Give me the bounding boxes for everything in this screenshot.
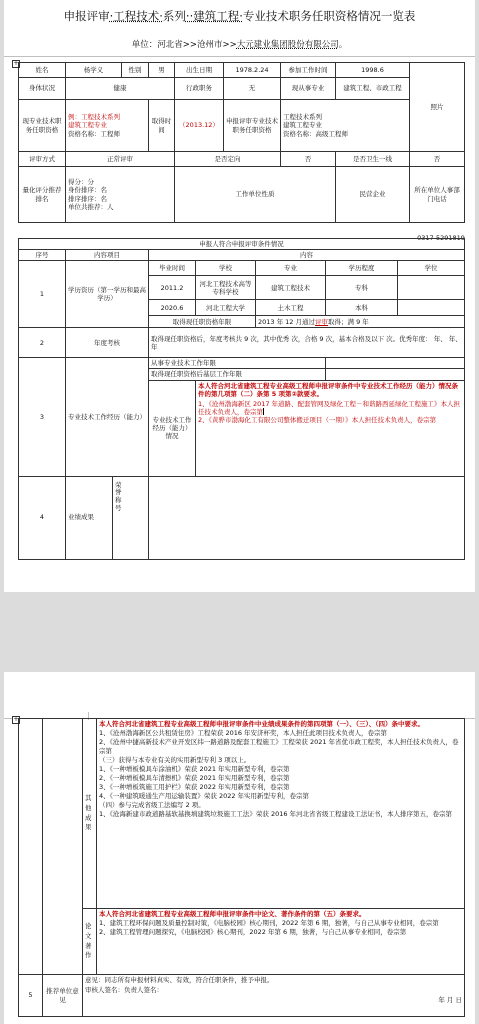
current-qualification[interactable]: 例：工程技术系列 建筑工程专业 资格名称：工程师 [66, 100, 149, 152]
unit-line: 单位：河北省>>沧州市>>大元建业集团股份有限公司。 [131, 40, 348, 50]
page-2 [4, 672, 475, 1024]
recommendation-opinion[interactable]: 意见：同志所有申报材料真实、有效，符合任职条件，推予申报。 审核人签名：负责人签名： 年 月 日 [83, 975, 465, 1017]
page-1 [4, 0, 475, 592]
apply-qualification[interactable]: 工程技术系列 建筑工程专业 资格名称：高级工程师 [281, 100, 410, 152]
basic-info-table: 姓名 杨学义 性别 男 出生日期 1978.2.24 参加工作时间 1998.6 照片 身体状况 健康 行政职务 无 现从事专业 建筑工程、市政工程 现专业技术职务任职资格 例：工程技术系列 建筑工程专业 资格名称：工程师 取得时间 （2013.12） 申报评审专业技术职务任职资格 工程技术系列 建筑工程专业 资格名称：高级工程师 评审方式 正常评审 是否定向 否 是否卫生一线 否 量化评分推荐排名 得分：分 身份排序：名 排序排序：名 单位共推荐：人 工作单位性质 民营企业 所在单位人事部门电话 [18, 62, 465, 223]
other-achievements[interactable]: 本人符合河北省建筑工程专业高级工程师申报评审条件中业绩成果条件的第四项第（一）、（三）、（四）条中要求。 1、《沧州渤海新区公共租赁住房》工程荣获 2016 年安济杯奖，本人担任此项目技术负责人，卷宗第 2、《沧州中捷高新技术产业开发区纬一路道路及配套工程施工》工程荣获 2021 年省优市政工程奖，本人担任技术负责人，卷宗第 （三）获得与本专业有关的实用新型专利 3 项以上。 1、《一种增板模具车涂油机》荣获 2021 年实用新型专利，卷宗第 2、《一种增板模具车清擦机》荣获 2021 年实用新型专利，卷宗第 3、《一种增板筑施工用护栏》荣获 2022 年实用新型专利，卷宗第 4、《一种建筑暖通生产用运输装置》荣获 2022 年实用新型专利，卷宗第 （四）参与完成省级工法编写 2 项。 1、《沧海新建市政道路基软基换填建筑垃圾施工工法》荣获 2016 年河北省省级工程建设工法证书，本人排序第五，卷宗第 [97, 719, 465, 909]
page-title: 申报评审·工程技术·系列··建筑工程·专业技术职务任职资格情况一览表 [63, 9, 416, 23]
section-header: 申报人符合申报评审条件情况 [19, 239, 465, 250]
page-guide-line [4, 56, 475, 57]
table-move-handle[interactable]: + [13, 716, 19, 723]
papers[interactable]: 本人符合河北省建筑工程专业高级工程师申报评审条件中论文、著作条件的第（五）条要求。 1、建筑工程环保问题及质量控制对策，《电脑校园》核心期刊，2022 年第 6 期，独著，与自己从事专业相同，卷宗第 2、建筑工程管理问题探究，《电脑校园》核心期刊，2022 年第 6 期，独著，与自己从事专业相同，卷宗第 [97, 909, 465, 975]
hr-phone-value[interactable]: 0317-5291819 [417, 234, 465, 242]
text-cursor [263, 408, 264, 415]
achievement-table: 其他成果 本人符合河北省建筑工程专业高级工程师申报评审条件中业绩成果条件的第四项第（一）、（三）、（四）条中要求。 1、《沧州渤海新区公共租赁住房》工程荣获 2016 年安济杯奖，本人担任此项目技术负责人，卷宗第 2、《沧州中捷高新技术产业开发区纬一路道路及配套工程施工》工程荣获 2021 年省优市政工程奖，本人担任技术负责人，卷宗第 （三）获得与本专业有关的实用新型专利 3 项以上。 1、《一种增板模具车涂油机》荣获 2021 年实用新型专利，卷宗第 2、《一种增板模具车清擦机》荣获 2021 年实用新型专利，卷宗第 3、《一种增板筑施工用护栏》荣获 2022 年实用新型专利，卷宗第 4、《一种建筑暖通生产用运输装置》荣获 2022 年实用新型专利，卷宗第 （四）参与完成省级工法编写 2 项。 1、《沧海新建市政道路基软基换填建筑垃圾施工工法》荣获 2016 年河北省省级工程建设工法证书，本人排序第五，卷宗第 论文著作 本人符合河北省建筑工程专业高级工程师申报评审条件中论文、著作条件的第（五）条要求。 1、建筑工程环保问题及质量控制对策，《电脑校园》核心期刊，2022 年第 6 期，独著，与自己从事专业相同，卷宗第 2、建筑工程管理问题探究，《电脑校园》核心期刊，2022 年第 6 期，独著，与自己从事专业相同，卷宗第 5 推荐单位意见 意见：同志所有申报材料真实、有效，符合任职条件，推予申报。 审核人签名：负责人签名： 年 月 日 [18, 718, 465, 1017]
scoring-detail[interactable]: 得分：分 身份排序：名 排序排序：名 单位共推荐：人 [66, 167, 175, 223]
table-row: 2011.2 河北工程技术高等专科学校 建筑工程技术 专科 [19, 276, 465, 300]
photo-cell[interactable]: 照片 [410, 63, 465, 152]
conditions-table: 申报人符合申报评审条件情况 序号 内容项目 内容 1 学历资历（第一学历和最高学历） 毕业时间 学校 专业 学历程度 学位 2011.2 河北工程技术高等专科学校 建筑工程技术 专科 2020.6 河北工程大学 土木工程 本科 取得现任职资格年限 2013 年 12 月通过评审取得；满 9 年 2 年度考核 取得现任职资格后，年度考核共 9 次，其中优秀 次，合格 9 次，基本合格及以下 次。优秀年度： 年、 年、 年 3 专业技术工作经历（能力） 从事专业技术工作年限 取得现任职资格后基层工作年限 专业技术工作经历（能力）情况 本人符合河北省建筑工程专业高级工程师申报评审条件中专业技术工作经历（能力）情况条件的第几项第（二）条第 5 项第②款要求。 1、《沧州渤海新区 2017 年道路、配套管网及绿化工程－和谐路西延绿化工程施工》本人担任技术负责人，卷宗第 2、《黄骅市渤海化工有限公司整体搬迁项目（一期）》本人担任技术负责人，卷宗第 4 业绩成果 荣誉称号 [18, 238, 465, 560]
table-move-handle[interactable]: + [13, 60, 19, 67]
work-experience-detail[interactable]: 本人符合河北省建筑工程专业高级工程师申报评审条件中专业技术工作经历（能力）情况条件的第几项第（二）条第 5 项第②款要求。 1、《沧州渤海新区 2017 年道路、配套管网及绿化工程－和谐路西延绿化工程施工》本人担任技术负责人，卷宗第 2、《黄骅市渤海化工有限公司整体搬迁项目（一期）》本人担任技术负责人，卷宗第 [196, 380, 465, 476]
table-row: 2020.6 河北工程大学 土木工程 本科 [19, 300, 465, 316]
qualification-years[interactable]: 2013 年 12 月通过评审取得；满 9 年 [256, 316, 465, 328]
